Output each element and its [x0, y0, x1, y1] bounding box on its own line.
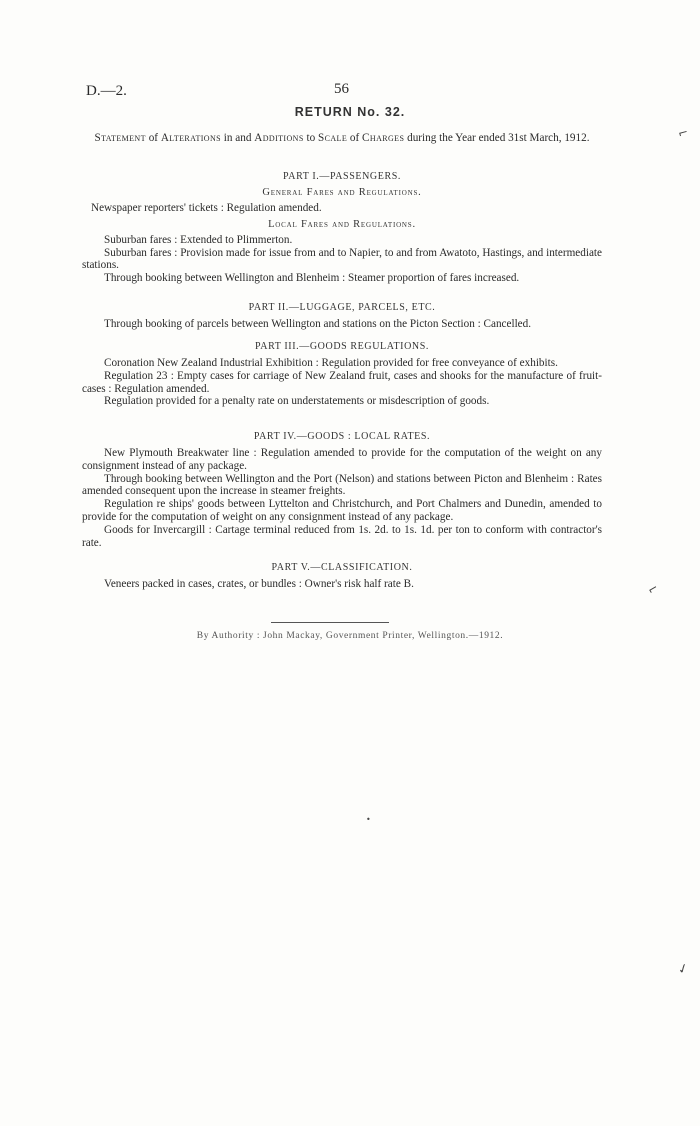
statement-word: Statement	[94, 132, 146, 144]
list-item: Through booking of parcels between Wellington and stations on the Picton Section : Cancelled.	[104, 318, 532, 330]
statement-word: of	[349, 132, 360, 144]
scan-mark-icon: ✓	[675, 960, 692, 979]
part-1-heading: PART I.—PASSENGERS.	[283, 171, 401, 182]
statement-word: Additions	[254, 132, 304, 144]
page-number: 56	[334, 81, 349, 97]
general-fares-heading: General Fares and Regulations.	[262, 187, 422, 198]
scan-mark-icon: ⌐	[676, 124, 690, 142]
part-5-classification	[82, 562, 602, 591]
list-item: Suburban fares : Provision made for issue from and to Napier, to and from Awatoto, Hastings, and intermediate stations.	[82, 246, 602, 272]
part-4-goods-local-rates	[82, 431, 602, 549]
list-item: Regulation 23 : Empty cases for carriage of New Zealand fruit, cases and shooks for the manufacture of fruit-cases : Regulation amended.	[82, 369, 602, 395]
statement-word: during the Year ended 31st March, 1912.	[407, 132, 590, 144]
list-item: Goods for Invercargill : Cartage terminal reduced from 1s. 2d. to 1s. 1d. per ton to conform with contractor's rate.	[82, 523, 602, 549]
statement-word: Alterations	[160, 132, 221, 144]
part-2-luggage-parcels	[82, 302, 602, 331]
list-item: Regulation provided for a penalty rate on understatements or misdescription of goods.	[104, 395, 490, 408]
part-1-passengers	[82, 171, 602, 285]
statement-word: Scale	[318, 132, 348, 144]
return-title: RETURN No. 32.	[294, 105, 406, 119]
statement-word: to	[306, 132, 316, 144]
list-item: Newspaper reporters' tickets : Regulation amended.	[91, 202, 322, 214]
list-item: Coronation New Zealand Industrial Exhibition : Regulation provided for free conveyance of exhibits.	[104, 357, 558, 369]
scan-mark-icon: ⌐	[645, 580, 661, 598]
footer-divider	[271, 622, 389, 623]
part-4-heading: PART IV.—GOODS : LOCAL RATES.	[253, 431, 431, 442]
local-fares-heading: Local Fares and Regulations.	[268, 218, 416, 230]
list-item: Regulation re ships' goods between Lyttelton and Christchurch, and Port Chalmers and Dunedin, amended to provide for the computation of weight on any consignment instead of any package.	[82, 498, 602, 523]
statement-word: Charges	[362, 132, 405, 144]
list-item: Veneers packed in cases, crates, or bundles : Owner's risk half rate B.	[104, 578, 414, 590]
list-item: Through booking between Wellington and Blenheim : Steamer proportion of fares increased.	[104, 272, 520, 285]
list-item: Suburban fares : Extended to Plimmerton.	[104, 233, 293, 246]
statement-word: in and	[223, 132, 252, 144]
statement-word: of	[148, 132, 159, 144]
list-item: New Plymouth Breakwater line : Regulation amended to provide for the computation of the weight on any consignment instead of any package.	[82, 447, 602, 472]
scan-dot-icon: •	[366, 815, 371, 824]
part-3-goods-regulations	[82, 341, 602, 408]
statement-title	[80, 132, 604, 146]
list-item: Through booking between Wellington and the Port (Nelson) and stations between Picton and Blenheim : Rates amended consequent upon the increase in steamer freights.	[82, 472, 602, 498]
document-reference: D.—2.	[86, 83, 127, 99]
part-2-heading: PART II.—LUGGAGE, PARCELS, ETC.	[248, 302, 436, 313]
part-5-heading: PART V.—CLASSIFICATION.	[271, 562, 413, 573]
printer-imprint: By Authority : John Mackay, Government Printer, Wellington.—1912.	[196, 631, 504, 641]
part-3-heading: PART III.—GOODS REGULATIONS.	[255, 341, 429, 352]
